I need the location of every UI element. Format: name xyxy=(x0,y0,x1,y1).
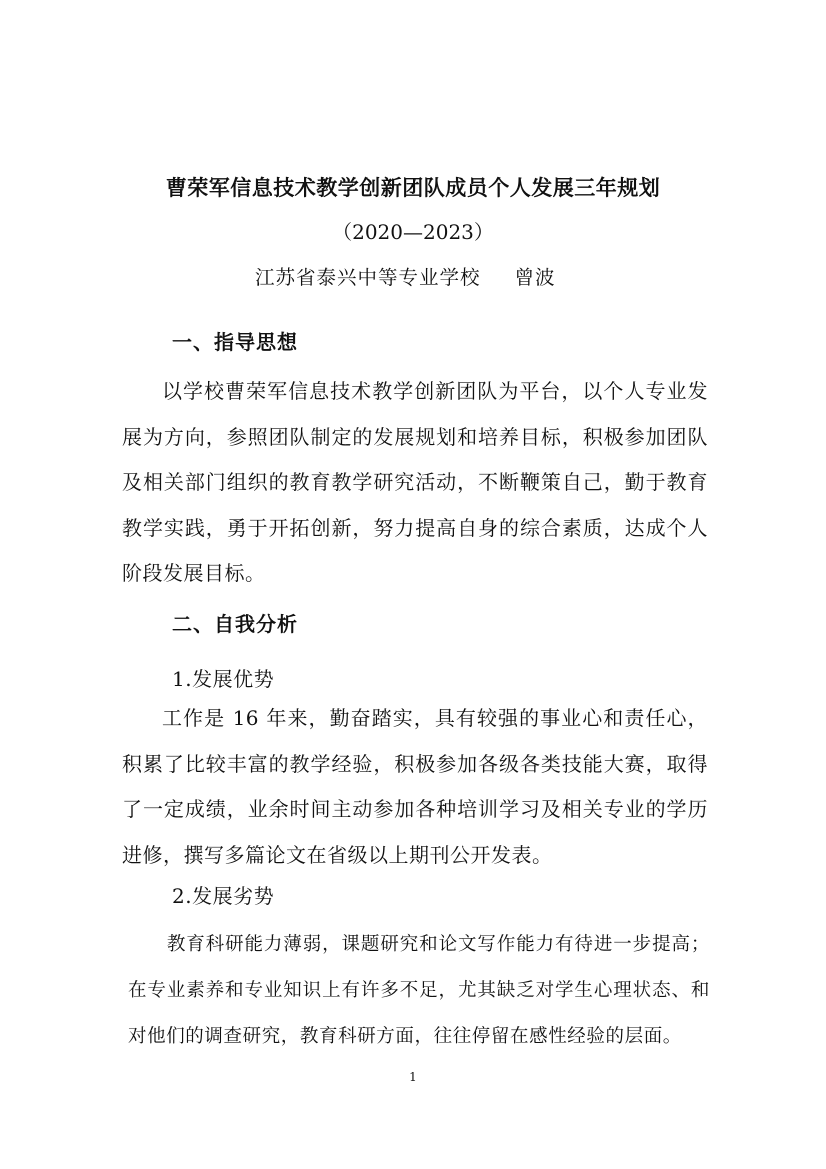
subsection-paragraph-weaknesses: 教育科研能力薄弱，课题研究和论文写作能力有待进一步提高；在专业素养和专业知识上有许多不足，尤其缺乏对学生心理状态、和对他们的调查研究，教育科研方面，往往停留在感性经验的层面。 xyxy=(128,934,710,1047)
author-name: 曾波 xyxy=(514,266,556,289)
school-name: 江苏省泰兴中等专业学校 xyxy=(255,266,481,289)
subsection-label-weaknesses: 2.发展劣势 xyxy=(172,884,275,908)
section-heading-guiding-ideology: 一、指导思想 xyxy=(172,330,298,354)
page-number: 1 xyxy=(409,1070,417,1084)
section-heading-self-analysis: 二、自我分析 xyxy=(172,612,298,636)
subsection-label-strengths: 1.发展优势 xyxy=(172,667,275,691)
subsection-paragraph-strengths: 工作是 16 年来，勤奋踏实，具有较强的事业心和责任心，积累了比较丰富的教学经验，积极参加各级各类技能大赛，取得了一定成绩，业余时间主动参加各种培训学习及相关专业的学历进修，撰写多篇论文在省级以上期刊公开发表。 xyxy=(122,706,708,867)
document-period: （2020—2023） xyxy=(332,220,494,244)
section-paragraph-guiding-ideology: 以学校曹荣军信息技术教学创新团队为平台，以个人专业发展为方向，参照团队制定的发展规划和培养目标，积极参加团队及相关部门组织的教育教学研究活动，不断鞭策自己，勤于教育教学实践，勇于开拓创新，努力提高自身的综合素质，达成个人阶段发展目标。 xyxy=(122,379,708,585)
document-title: 曹荣军信息技术教学创新团队成员个人发展三年规划 xyxy=(165,176,661,200)
author-line xyxy=(255,262,556,290)
